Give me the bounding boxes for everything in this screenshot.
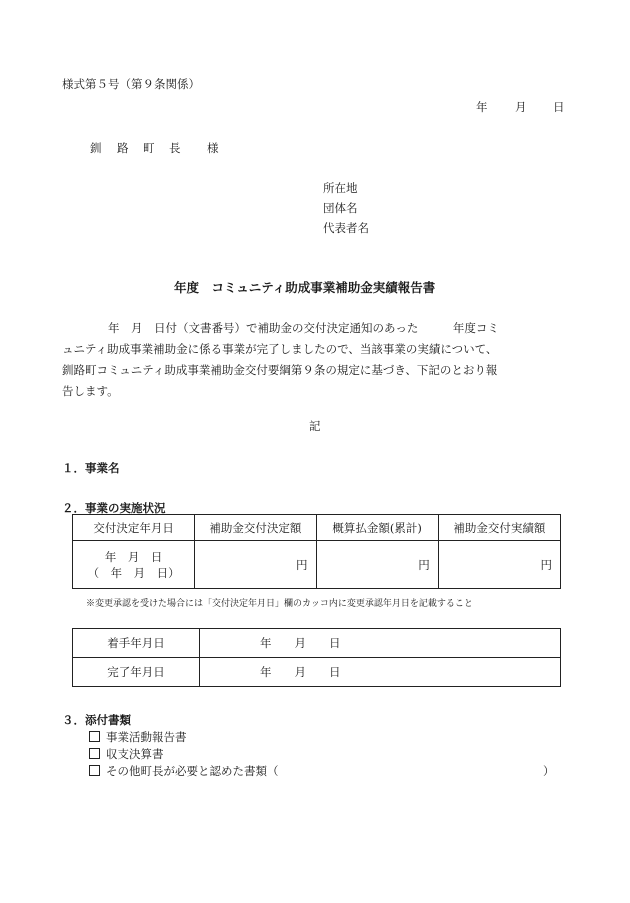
decision-date-line: 年 月 日 [104,549,163,564]
header-cell: 補助金交付実績額 [438,515,560,541]
actual-amount-cell[interactable]: 円 [438,541,560,589]
section-2-heading: ２．事業の実施状況 [62,501,166,515]
addressee-char: 路 [117,141,129,155]
addressee-char: 釧 [90,141,102,155]
addressee-char: 町 [143,141,155,155]
checkbox[interactable] [89,748,100,759]
header-cell: 交付決定年月日 [73,515,195,541]
applicant-rep-label: 代表者名 [323,221,369,235]
checkbox[interactable] [89,731,100,742]
body-line: 年 月 日付（文書番号）で補助金の交付決定通知のあった 年度コミ [62,321,499,335]
decision-amount-cell[interactable]: 円 [195,541,316,589]
completion-date-value[interactable]: 年 月 日 [200,658,561,687]
body-line: ュニティ助成事業補助金に係る事業が完了しましたので、当該事業の実績について、 [62,342,498,356]
attachment-item [89,746,164,762]
advance-payment-cell[interactable]: 円 [316,541,438,589]
header-cell: 補助金交付決定額 [195,515,316,541]
header-cell: 概算払金額(累計) [316,515,438,541]
start-date-value[interactable]: 年 月 日 [200,629,561,658]
body-line: 告します。 [62,384,119,398]
start-date-label: 着手年月日 [73,629,200,658]
decision-date-cell[interactable] [73,541,195,589]
attachment-item [89,763,555,779]
ki-marker: 記 [309,419,321,433]
attachment-label: その他町長が必要と認めた書類（ ） [106,764,555,778]
addressee-char: 長 [169,141,181,155]
document-title: 年度 コミュニティ助成事業補助金実績報告書 [174,280,436,295]
applicant-address-label: 所在地 [323,181,358,195]
attachment-label: 収支決算書 [106,747,164,761]
section-1-heading: １．事業名 [62,461,120,475]
addressee-honorific: 様 [207,141,219,155]
body-line: 釧路町コミュニティ助成事業補助金交付要綱第９条の規定に基づき、下記のとおり報 [62,363,498,377]
completion-date-label: 完了年月日 [73,658,200,687]
applicant-group-label: 団体名 [323,201,358,215]
attachment-label: 事業活動報告書 [106,730,187,744]
implementation-table [72,514,561,589]
change-approval-date-line: （ 年 月 日） [87,565,180,580]
checkbox[interactable] [89,765,100,776]
date-year-label: 年 [476,100,488,114]
change-approval-note: ※変更承認を受けた場合には「交付決定年月日」欄のカッコ内に変更承認年月日を記載すること [86,599,473,609]
schedule-table [72,628,561,687]
form-number: 様式第５号（第９条関係） [62,77,200,91]
attachment-item [89,729,187,745]
date-day-label: 日 [553,100,565,114]
date-month-label: 月 [515,100,527,114]
section-3-heading: ３．添付書類 [62,713,131,727]
